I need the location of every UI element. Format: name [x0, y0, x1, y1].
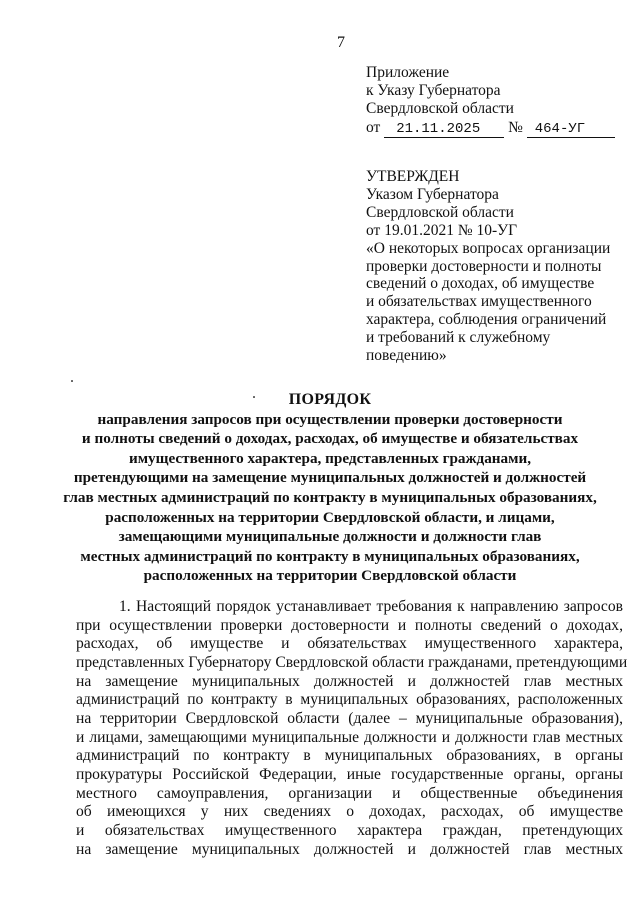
number-sign: №: [508, 118, 523, 136]
approved-line: от 19.01.2021 № 10-УГ: [366, 221, 518, 239]
body-line: на замещение муниципальных должностей и должностей глав местных: [76, 840, 623, 858]
body-line: представленных Губернатору Свердловской области гражданами, претендующими: [76, 653, 628, 671]
paragraph-1: [76, 598, 628, 859]
title-line: расположенных на территории Свердловской области: [143, 567, 517, 585]
title-line: глав местных администраций по контракту в муниципальных образованиях,: [63, 488, 597, 506]
body-line: и лицами, замещающими муниципальные должности и должности глав местных: [76, 728, 623, 746]
appendix-block: [366, 64, 615, 138]
body-line: на территории Свердловской области (далее – муниципальные образования),: [76, 709, 623, 727]
approved-block: [366, 168, 636, 365]
body-line: расходах, об имуществе и обязательствах имущественного характера,: [76, 635, 623, 653]
approved-line: проверки достоверности и полноты: [366, 257, 602, 275]
body-line: и обязательствах имущественного характера граждан, претендующих: [76, 821, 623, 839]
title-line: расположенных на территории Свердловской области, и лицами,: [105, 508, 555, 526]
title-line: имущественного характера, представленных гражданами,: [128, 449, 532, 467]
title-line: претендующими на замещение муниципальных должностей и должностей: [73, 469, 587, 487]
scan-speck: [71, 380, 73, 382]
body-line: местного самоуправления, организации и общественные объединения: [76, 784, 623, 802]
approved-line: и обязательствах имущественного: [366, 293, 592, 311]
title-heading: ПОРЯДОК: [288, 391, 372, 408]
appendix-line: Приложение: [366, 64, 450, 81]
body-line: об имеющихся у них сведениях о доходах, расходах, об имуществе: [76, 803, 623, 821]
approved-line: и требований к служебному: [366, 329, 551, 347]
page-number: 7: [337, 34, 345, 51]
approved-line: Свердловской области: [366, 203, 514, 221]
body-line: администраций по контракту в муниципальных образованиях, в органы: [76, 747, 623, 765]
body-line: при осуществлении проверки достоверности и полноты сведений о доходах,: [76, 616, 623, 634]
body-line: на замещение муниципальных должностей и должностей глав местных: [76, 672, 623, 690]
body-line: 1. Настоящий порядок устанавливает требования к направлению запросов: [119, 598, 623, 615]
body-line: прокуратуры Российской Федерации, иные государственные органы, органы: [76, 765, 623, 783]
body-line: администраций по контракту в муниципальных образованиях, расположенных: [76, 691, 623, 709]
date-prefix: от: [366, 118, 381, 136]
title-line: и полноты сведений о доходах, расходах, об имуществе и обязательствах: [81, 430, 579, 448]
approved-line: сведений о доходах, об имуществе: [366, 275, 595, 293]
appendix-line: к Указу Губернатора: [366, 82, 501, 100]
approved-line: характера, соблюдения ограничений: [366, 311, 607, 329]
document-title: [40, 390, 620, 586]
appendix-date-line: [366, 119, 615, 138]
approved-line: Указом Губернатора: [366, 185, 499, 203]
decree-date: 21.11.2025: [384, 122, 504, 138]
approved-line: «О некоторых вопросах организации: [366, 239, 611, 257]
title-line: местных администраций по контракту в муниципальных образованиях,: [80, 547, 580, 565]
approved-line: УТВЕРЖДЕН: [366, 168, 460, 185]
title-line: направления запросов при осуществлении проверки достоверности: [97, 410, 563, 428]
title-line: замещающими муниципальные должности и должности глав: [118, 528, 542, 546]
appendix-line: Свердловской области: [366, 100, 514, 118]
decree-number: 464-УГ: [527, 122, 615, 138]
approved-line: поведению»: [366, 347, 447, 365]
